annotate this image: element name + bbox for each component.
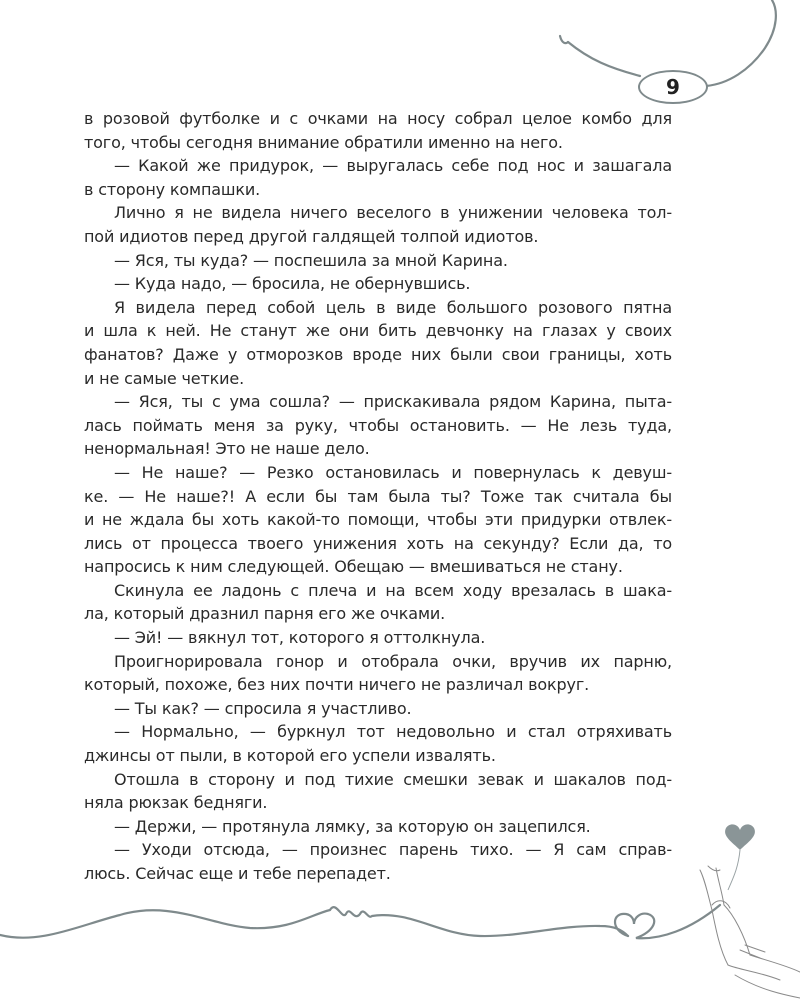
text-line: фанатов? Даже у отморозков вроде них были свои границы, хоть [84, 344, 672, 364]
body-text [84, 107, 672, 886]
text-line: джинсы от пыли, в которой его успели извалять. [84, 746, 496, 766]
text-line: Проигнорировала гонор и отобрала очки, вручив их парню, [114, 651, 672, 671]
heart-icon [725, 824, 755, 850]
text-line: Я видела перед собой цель в виде большого розового пятна [114, 297, 672, 317]
text-line: — Уходи отсюда, — произнес парень тихо. — Я сам справ- [114, 840, 672, 860]
bottom-wave-line [0, 907, 628, 938]
text-line: ке. — Не наше?! А если бы там была ты? Тоже так считала бы [84, 486, 672, 506]
text-line: пой идиотов перед другой галдящей толпой идиотов. [84, 226, 539, 246]
top-ornament-tail [560, 36, 568, 43]
text-line: люсь. Сейчас еще и тебе перепадет. [84, 864, 391, 883]
text-line: который, похоже, без них почти ничего не различал вокруг. [84, 675, 590, 695]
text-line: — Не наше? — Резко остановилась и повернулась к девуш- [114, 462, 672, 482]
text-line: напросись к ним следующей. Обещаю — вмешиваться не стану. [84, 557, 623, 577]
text-line: — Яся, ты куда? — поспешила за мной Карина. [114, 250, 508, 270]
text-line: — Держи, — протянула лямку, за которую он зацепился. [114, 816, 591, 836]
text-line: и не ждала бы хоть какой-то помощи, чтобы эти придурки отвлек- [84, 510, 672, 530]
text-line: — Какой же придурок, — выругалась себе под нос и зашагала [114, 156, 672, 176]
text-line: и не самые четкие. [84, 368, 245, 388]
text-line: Лично я не видела ничего веселого в унижении человека тол- [114, 203, 672, 223]
hand-drawing [700, 866, 800, 998]
bottom-heart-loop [615, 905, 720, 938]
text-line: — Эй! — вякнул тот, которого я оттолкнула. [114, 628, 486, 648]
text-line: Скинула ее ладонь с плеча и на всем ходу врезалась в шака- [114, 580, 672, 600]
text-line: — Куда надо, — бросила, не обернувшись. [114, 274, 471, 294]
text-line: в розовой футболке и с очками на носу собрал целое комбо для [84, 109, 672, 128]
text-line: няла рюкзак бедняги. [84, 793, 268, 813]
text-line: ла, который дразнил парня его же очками. [84, 604, 446, 624]
text-line: — Ты как? — спросила я участливо. [114, 698, 412, 718]
text-line: лась поймать меня за руку, чтобы остановить. — Не лезь туда, [84, 415, 672, 435]
text-line: ненормальная! Это не наше дело. [84, 439, 370, 459]
text-line: — Яся, ты с ума сошла? — прискакивала рядом Карина, пыта- [114, 392, 672, 412]
text-line: лись от процесса твоего унижения хоть на секунду? Если да, то [84, 533, 672, 553]
page-number: 9 [638, 70, 708, 104]
text-line: и шла к ней. Не станут же они бить девчонку на глазах у своих [84, 321, 672, 341]
text-line: — Нормально, — буркнул тот недовольно и стал отряхивать [114, 722, 672, 742]
text-line: того, чтобы сегодня внимание обратили именно на него. [84, 132, 563, 152]
text-line: Отошла в сторону и под тихие смешки зевак и шакалов под- [114, 769, 672, 789]
heart-string [728, 850, 740, 890]
text-line: в сторону компашки. [84, 179, 261, 199]
